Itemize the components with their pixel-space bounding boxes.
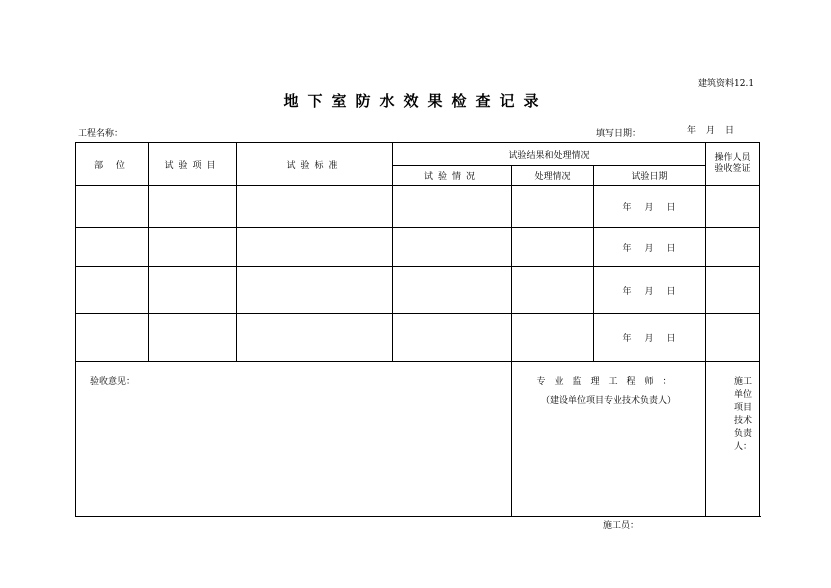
part-cell[interactable]	[76, 186, 149, 228]
year-label: 年	[622, 243, 633, 254]
table-row	[76, 267, 760, 314]
acceptance-opinion-area[interactable]	[76, 362, 512, 517]
month-label: 月	[644, 334, 655, 344]
test-date-cell[interactable]	[594, 267, 706, 314]
supervisor-label: 专业监理工程师：	[536, 377, 681, 387]
document-code: 建筑资料12.1	[698, 79, 755, 89]
month-label: 月	[644, 203, 655, 213]
day-label: 日	[666, 243, 677, 254]
contractor-tech-label: 施工单位项目技术负责人：	[734, 377, 753, 452]
year-label: 年	[622, 286, 633, 297]
operator-cell[interactable]	[706, 228, 760, 267]
record-table	[75, 142, 760, 517]
header-operator	[706, 143, 760, 186]
month-label: 月	[706, 126, 718, 136]
day-label: 日	[666, 334, 677, 344]
test-condition-cell[interactable]	[393, 267, 512, 314]
table-row	[76, 228, 760, 267]
header-part: 部 位	[76, 143, 149, 186]
test-date-cell[interactable]	[594, 314, 706, 362]
test-standard-cell[interactable]	[237, 267, 393, 314]
handling-cell[interactable]	[512, 186, 594, 228]
header-handling: 处理情况	[512, 166, 594, 186]
fill-date-label: 填写日期：	[596, 129, 642, 139]
year-label: 年	[622, 334, 633, 344]
test-item-cell[interactable]	[149, 314, 237, 362]
test-date-cell[interactable]	[594, 228, 706, 267]
fill-date-value[interactable]	[687, 123, 736, 136]
header-test-condition: 试验情况	[393, 166, 512, 186]
test-item-cell[interactable]	[149, 186, 237, 228]
header-operator-line1: 操作人员	[714, 153, 751, 163]
year-label: 年	[687, 126, 699, 136]
page-title: 地下室防水效果检查记录	[283, 92, 548, 110]
header-test-standard: 试验标准	[237, 143, 393, 186]
supervisor-sub-label: （建设单位项目专业技术负责人）	[541, 396, 677, 406]
day-label: 日	[725, 126, 737, 136]
table-row	[76, 186, 760, 228]
test-condition-cell[interactable]	[393, 228, 512, 267]
day-label: 日	[666, 286, 677, 297]
project-name-label: 工程名称：	[78, 129, 124, 139]
header-operator-line2: 验收签证	[714, 164, 751, 174]
supervisor-sign-area[interactable]	[512, 362, 706, 517]
test-standard-cell[interactable]	[237, 186, 393, 228]
test-date-cell[interactable]	[594, 186, 706, 228]
part-cell[interactable]	[76, 314, 149, 362]
test-condition-cell[interactable]	[393, 186, 512, 228]
acceptance-opinion-label: 验收意见：	[90, 377, 136, 387]
operator-cell[interactable]	[706, 267, 760, 314]
header-test-item: 试验项目	[149, 143, 237, 186]
year-label: 年	[622, 203, 633, 213]
header-results-group: 试验结果和处理情况	[393, 143, 706, 166]
worker-label: 施工员：	[603, 521, 640, 531]
header-test-date: 试验日期	[594, 166, 706, 186]
month-label: 月	[644, 243, 655, 254]
test-item-cell[interactable]	[149, 267, 237, 314]
handling-cell[interactable]	[512, 267, 594, 314]
table-row	[76, 314, 760, 362]
handling-cell[interactable]	[512, 314, 594, 362]
month-label: 月	[644, 286, 655, 297]
test-standard-cell[interactable]	[237, 228, 393, 267]
part-cell[interactable]	[76, 228, 149, 267]
test-standard-cell[interactable]	[237, 314, 393, 362]
day-label: 日	[666, 203, 677, 213]
part-cell[interactable]	[76, 267, 149, 314]
contractor-sign-area[interactable]	[706, 362, 760, 517]
operator-cell[interactable]	[706, 314, 760, 362]
test-item-cell[interactable]	[149, 228, 237, 267]
handling-cell[interactable]	[512, 228, 594, 267]
test-condition-cell[interactable]	[393, 314, 512, 362]
operator-cell[interactable]	[706, 186, 760, 228]
